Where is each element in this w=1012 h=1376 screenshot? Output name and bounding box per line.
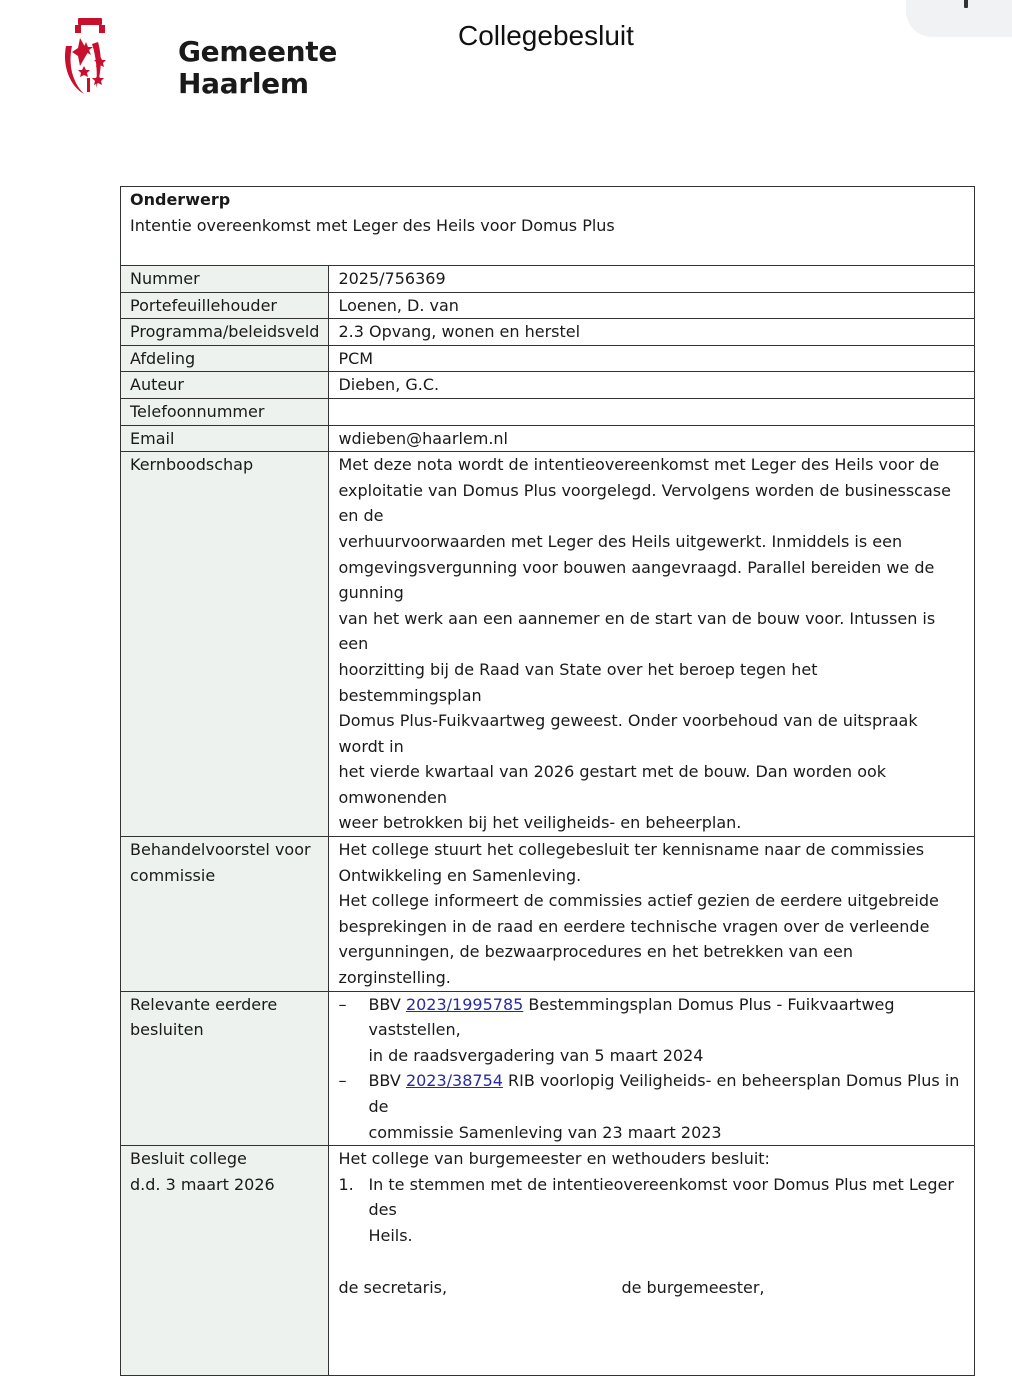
row-afdeling: [121, 345, 975, 372]
logo-text: [178, 36, 337, 100]
decision-list: [338, 992, 965, 1146]
value-auteur: Dieben, G.C.: [329, 372, 975, 399]
list-item: – BBV 2023/1995785 Bestemmingsplan Domus Plus - Fuikvaartweg vaststellen, in de raadsvergadering van 5 maart 2024: [338, 992, 965, 1069]
subject-row: [121, 187, 975, 266]
document-title: Collegebesluit: [458, 20, 634, 51]
decision-link[interactable]: 2023/38754: [405, 1071, 503, 1091]
kern-line: hoorzitting bij de Raad van State over het beroep tegen het bestemmingsplan: [338, 659, 818, 705]
row-relevante: [121, 991, 975, 1146]
row-auteur: [121, 372, 975, 399]
signatures: [338, 1275, 965, 1301]
value-programma: 2.3 Opvang, wonen en herstel: [329, 319, 975, 346]
row-behandelvoorstel: [121, 837, 975, 992]
subject-cell: [121, 187, 975, 266]
value-nummer: 2025/756369: [329, 266, 975, 293]
behandel-line: vergunningen, de bezwaarprocedures en het betrekken van een zorginstelling.: [338, 942, 853, 988]
behandel-line: Het college informeert de commissies actief gezien de eerdere uitgebreide: [338, 891, 939, 911]
kern-line: Met deze nota wordt de intentieovereenkomst met Leger des Heils voor de: [338, 455, 940, 475]
value-email: wdieben@haarlem.nl: [329, 425, 975, 452]
label-line: commissie: [130, 865, 216, 885]
list-item: 1. In te stemmen met de intentieovereenkomst voor Domus Plus met Leger des Heils.: [338, 1174, 954, 1245]
label-besluit: [121, 1146, 329, 1376]
kern-line: omgevingsvergunning voor bouwen aangevraagd. Parallel bereiden we de gunning: [338, 557, 935, 603]
value-portefeuillehouder: Loenen, D. van: [329, 292, 975, 319]
kern-line: het vierde kwartaal van 2026 gestart met de bouw. Dan worden ook omwonenden: [338, 762, 887, 807]
logo: [58, 16, 338, 100]
label-line: Relevante eerdere: [130, 994, 278, 1014]
row-kernboodschap: [121, 452, 975, 837]
decision-link[interactable]: 2023/1995785: [405, 994, 524, 1014]
kern-line: van het werk aan een aannemer en de start van de bouw voor. Intussen is een: [338, 608, 936, 654]
row-email: [121, 425, 975, 452]
label-programma: Programma/beleidsveld: [121, 319, 329, 346]
label-afdeling: Afdeling: [121, 345, 329, 372]
haarlem-coat-of-arms-icon: [58, 16, 114, 96]
value-kernboodschap: [329, 452, 975, 837]
kern-line: exploitatie van Domus Plus voorgelegd. Vervolgens worden de businesscase en de: [338, 480, 951, 526]
label-portefeuillehouder: Portefeuillehouder: [121, 292, 329, 319]
label-email: Email: [121, 425, 329, 452]
kern-line: Domus Plus-Fuikvaartweg geweest. Onder voorbehoud van de uitspraak wordt in: [338, 711, 918, 756]
list-item: – BBV 2023/38754 RIB voorlopig Veiligheids- en beheersplan Domus Plus in de commissie Samenleving van 23 maart 2023: [338, 1068, 965, 1145]
subject-value: Intentie overeenkomst met Leger des Heils voor Domus Plus: [130, 215, 615, 235]
besluit-list: [338, 1172, 965, 1249]
label-kernboodschap: Kernboodschap: [121, 452, 329, 837]
behandel-line: Ontwikkeling en Samenleving.: [338, 865, 582, 885]
behandel-line: besprekingen in de raad en eerdere technische vragen over de verleende: [338, 916, 930, 936]
label-telefoon: Telefoonnummer: [121, 398, 329, 425]
value-telefoon: [329, 398, 975, 425]
label-nummer: Nummer: [121, 266, 329, 293]
value-besluit: [329, 1146, 975, 1376]
label-line: besluiten: [130, 1020, 204, 1040]
sign-secretaris: de secretaris,: [338, 1277, 448, 1297]
corner-mark: [964, 0, 968, 8]
decision-table: [120, 186, 975, 1376]
label-auteur: Auteur: [121, 372, 329, 399]
row-besluit: [121, 1146, 975, 1376]
label-line: Behandelvoorstel voor: [130, 840, 311, 860]
besluit-intro: Het college van burgemeester en wethouders besluit:: [338, 1149, 770, 1169]
kern-line: verhuurvoorwaarden met Leger des Heils uitgewerkt. Inmiddels is een: [338, 531, 903, 551]
value-relevante: [329, 991, 975, 1146]
behandel-line: Het college stuurt het collegebesluit ter kennisname naar de commissies: [338, 840, 925, 860]
subject-label: Onderwerp: [130, 190, 231, 209]
label-line: d.d. 3 maart 2026: [130, 1174, 275, 1194]
value-afdeling: PCM: [329, 345, 975, 372]
row-portefeuillehouder: [121, 292, 975, 319]
logo-line2: Haarlem: [178, 67, 309, 100]
sign-burgemeester: de burgemeester,: [621, 1277, 765, 1297]
kern-line: weer betrokken bij het veiligheids- en beheerplan.: [338, 813, 742, 833]
row-nummer: [121, 266, 975, 293]
row-telefoon: [121, 398, 975, 425]
label-behandelvoorstel: [121, 837, 329, 992]
page-corner: [906, 0, 1012, 37]
logo-line1: Gemeente: [178, 35, 338, 68]
label-relevante: [121, 991, 329, 1146]
label-line: Besluit college: [130, 1149, 247, 1169]
value-behandelvoorstel: [329, 837, 975, 992]
row-programma: [121, 319, 975, 346]
